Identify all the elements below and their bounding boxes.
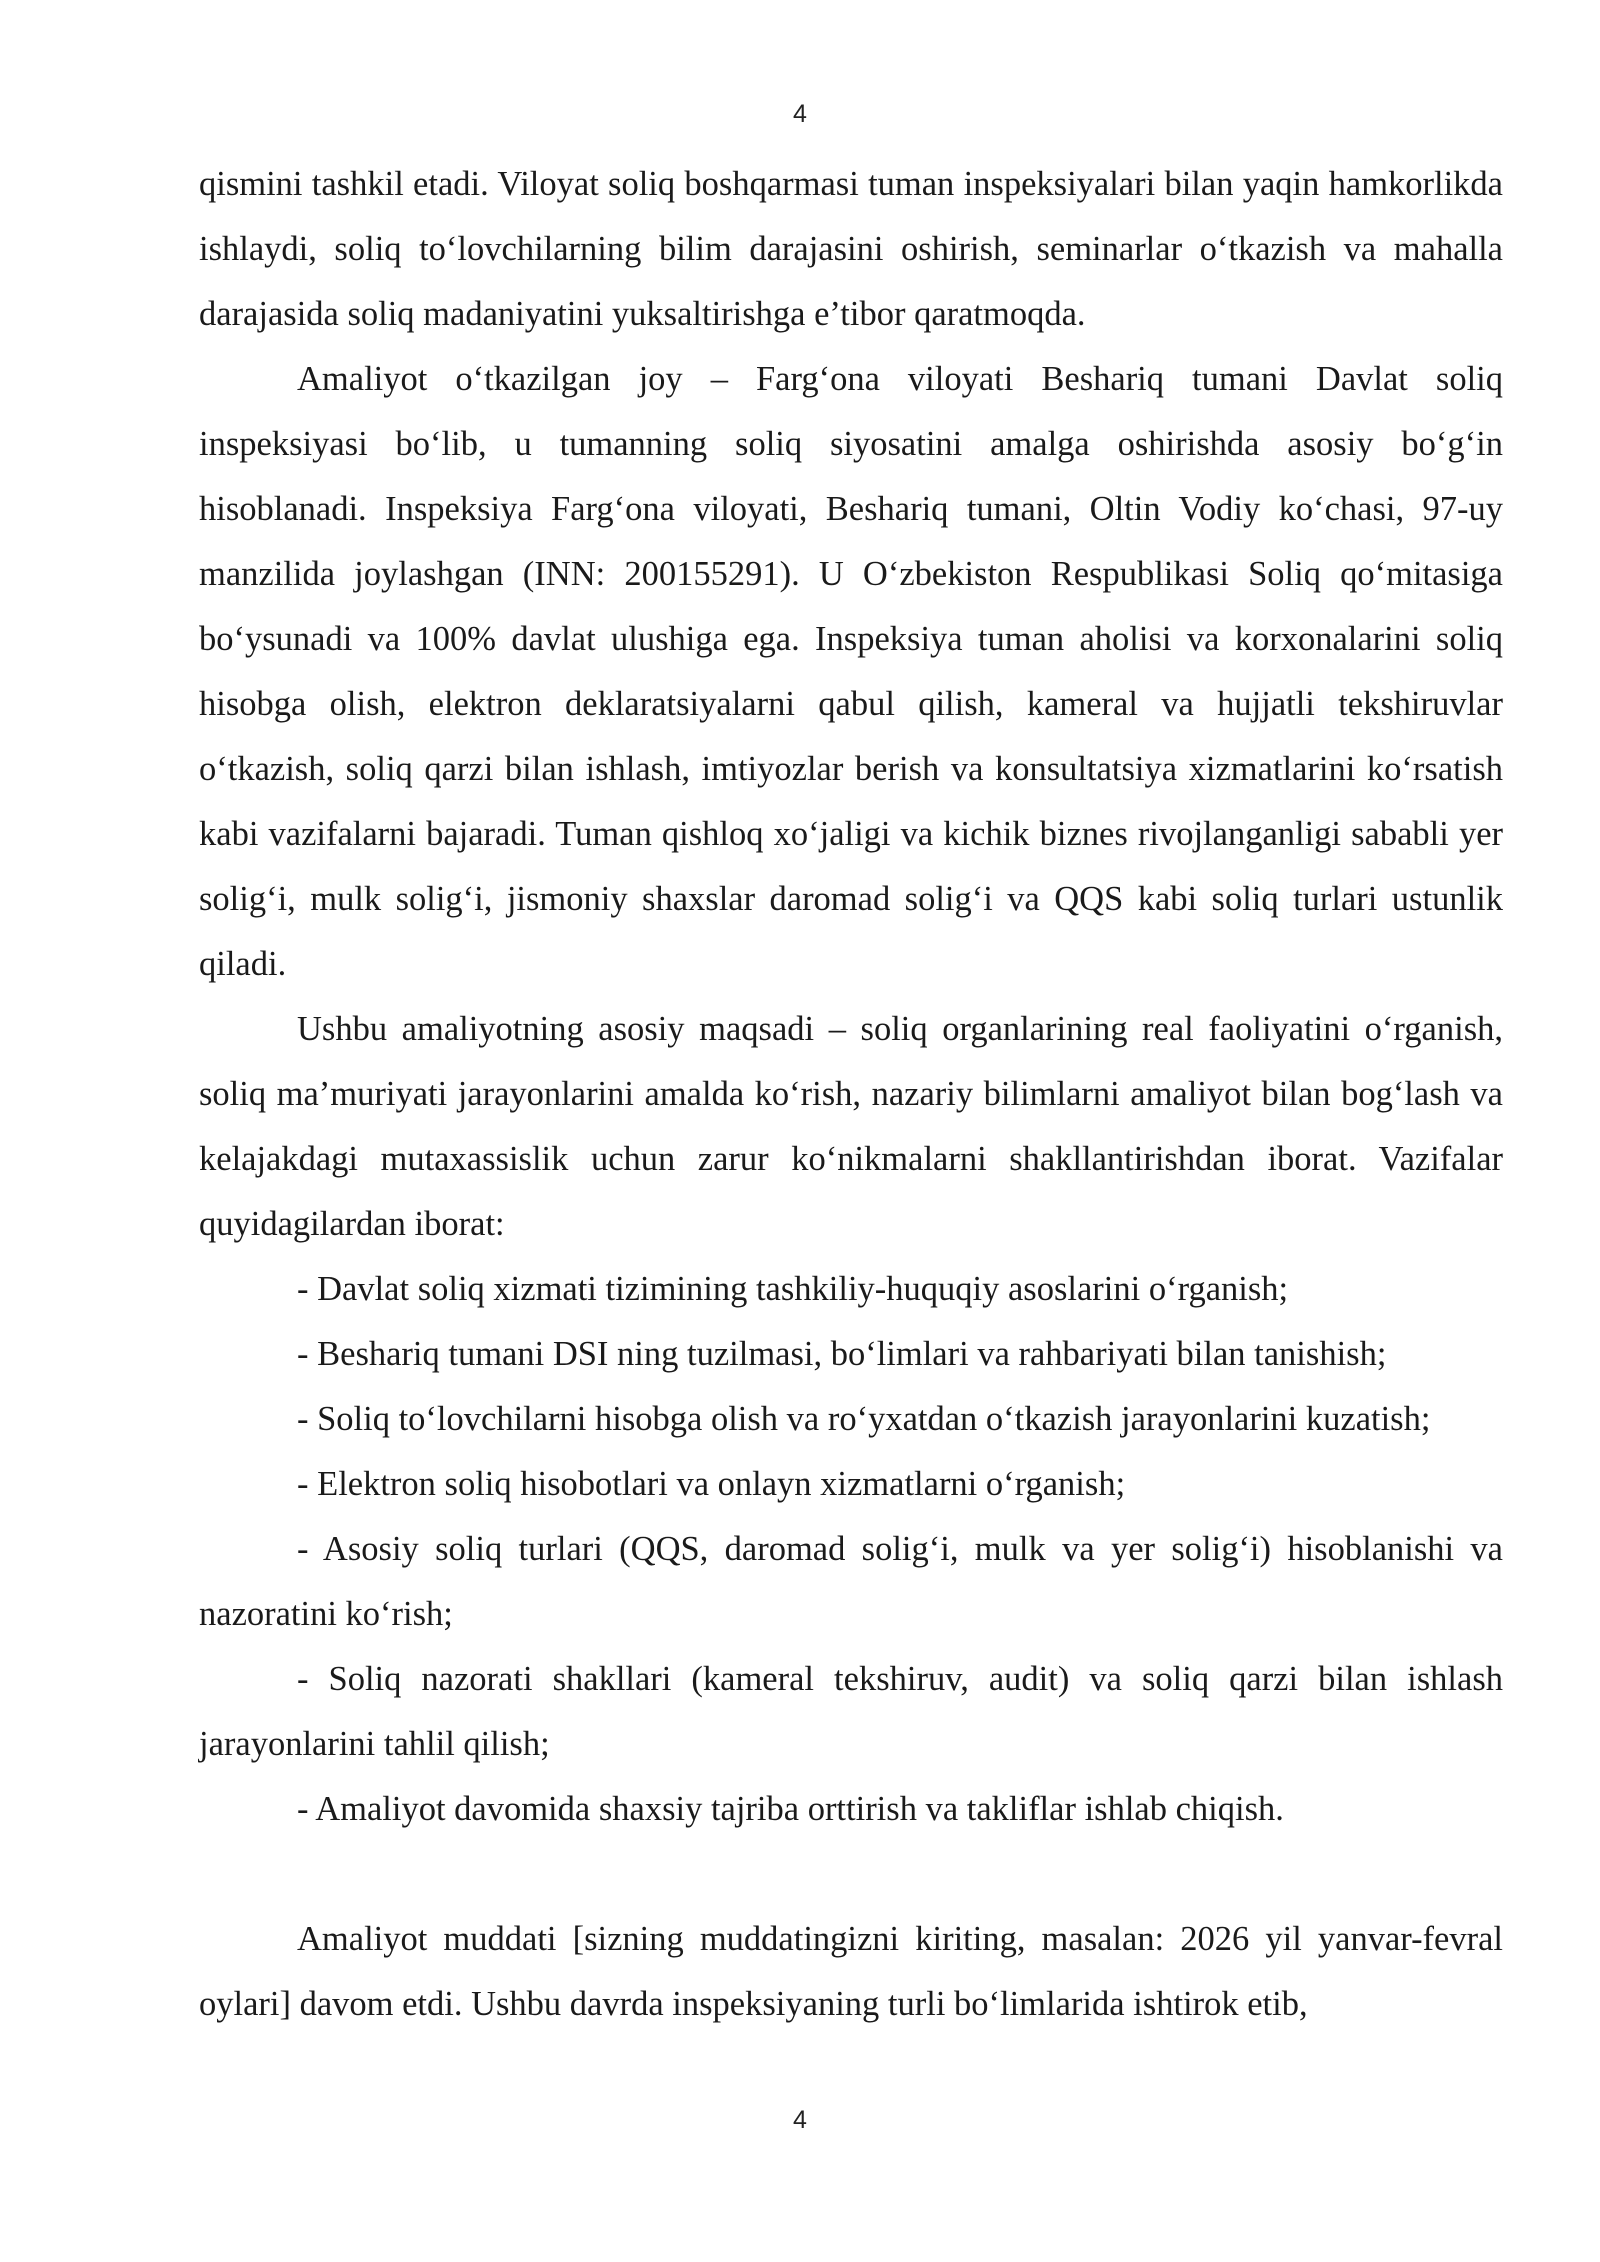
task-list-item: - Amaliyot davomida shaxsiy tajriba orttirish va takliflar ishlab chiqish. — [297, 1790, 1284, 1828]
paragraph-practice-location: Amaliyot o‘tkazilgan joy – Farg‘ona viloyati Beshariq tumani Davlat soliq inspeksiyasi bo‘lib, u tumanning soliq siyosatini amalga oshirishda asosiy bo‘g‘in hisoblanadi. Inspeksiya Farg‘ona viloyati, Beshariq tumani, Oltin Vodiy ko‘chasi, 97-uy manzilida joylashgan (INN: 200155291). U O‘zbekiston Respublikasi Soliq qo‘mitasiga bo‘ysunadi va 100% davlat ulushiga ega. Inspeksiya tuman aholisi va korxonalarini soliq hisobga olish, elektron deklaratsiyalarni qabul qilish, kameral va hujjatli tekshiruvlar o‘tkazish, soliq qarzi bilan ishlash, imtiyozlar berish va konsultatsiya xizmatlarini ko‘rsatish kabi vazifalarni bajaradi. Tuman qishloq xo‘jaligi va kichik biznes rivojlanganligi sababli yer solig‘i, mulk solig‘i, jismoniy shaxslar daromad solig‘i va QQS kabi soliq turlari ustunlik qiladi. — [199, 360, 1503, 983]
task-list-item: - Soliq to‘lovchilarni hisobga olish va ro‘yxatdan o‘tkazish jarayonlarini kuzatish; — [297, 1400, 1431, 1438]
task-list-item: - Soliq nazorati shakllari (kameral tekshiruv, audit) va soliq qarzi bilan ishlash jarayonlarini tahlil qilish; — [199, 1660, 1503, 1763]
task-list — [199, 1257, 1503, 1842]
page-number-top: 4 — [793, 100, 807, 128]
page-number-bottom: 4 — [793, 2106, 807, 2134]
task-list-item: - Beshariq tumani DSI ning tuzilmasi, bo‘limlari va rahbariyati bilan tanishish; — [297, 1335, 1387, 1373]
document-body — [199, 152, 1503, 2037]
task-list-item: - Elektron soliq hisobotlari va onlayn xizmatlarni o‘rganish; — [297, 1465, 1126, 1503]
paragraph-practice-goal: Ushbu amaliyotning asosiy maqsadi – soliq organlarining real faoliyatini o‘rganish, soliq ma’muriyati jarayonlarini amalda ko‘rish, nazariy bilimlarni amaliyot bilan bog‘lash va kelajakdagi mutaxassislik uchun zarur ko‘nikmalarni shakllantirishdan iborat. Vazifalar quyidagilardan iborat: — [199, 1010, 1503, 1243]
task-list-item: - Davlat soliq xizmati tizimining tashkiliy-huquqiy asoslarini o‘rganish; — [297, 1270, 1289, 1308]
paragraph-continuation: qismini tashkil etadi. Viloyat soliq boshqarmasi tuman inspeksiyalari bilan yaqin hamkorlikda ishlaydi, soliq to‘lovchilarning bilim darajasini oshirish, seminarlar o‘tkazish va mahalla darajasida soliq madaniyatini yuksaltirishga e’tibor qaratmoqda. — [199, 165, 1503, 333]
paragraph-practice-duration: Amaliyot muddati [sizning muddatingizni kiriting, masalan: 2026 yil yanvar-fevral oylari] davom etdi. Ushbu davrda inspeksiyaning turli bo‘limlarida ishtirok etib, — [199, 1920, 1503, 2023]
task-list-item: - Asosiy soliq turlari (QQS, daromad solig‘i, mulk va yer solig‘i) hisoblanishi va nazoratini ko‘rish; — [199, 1530, 1503, 1633]
blank-line — [199, 1842, 1503, 1907]
